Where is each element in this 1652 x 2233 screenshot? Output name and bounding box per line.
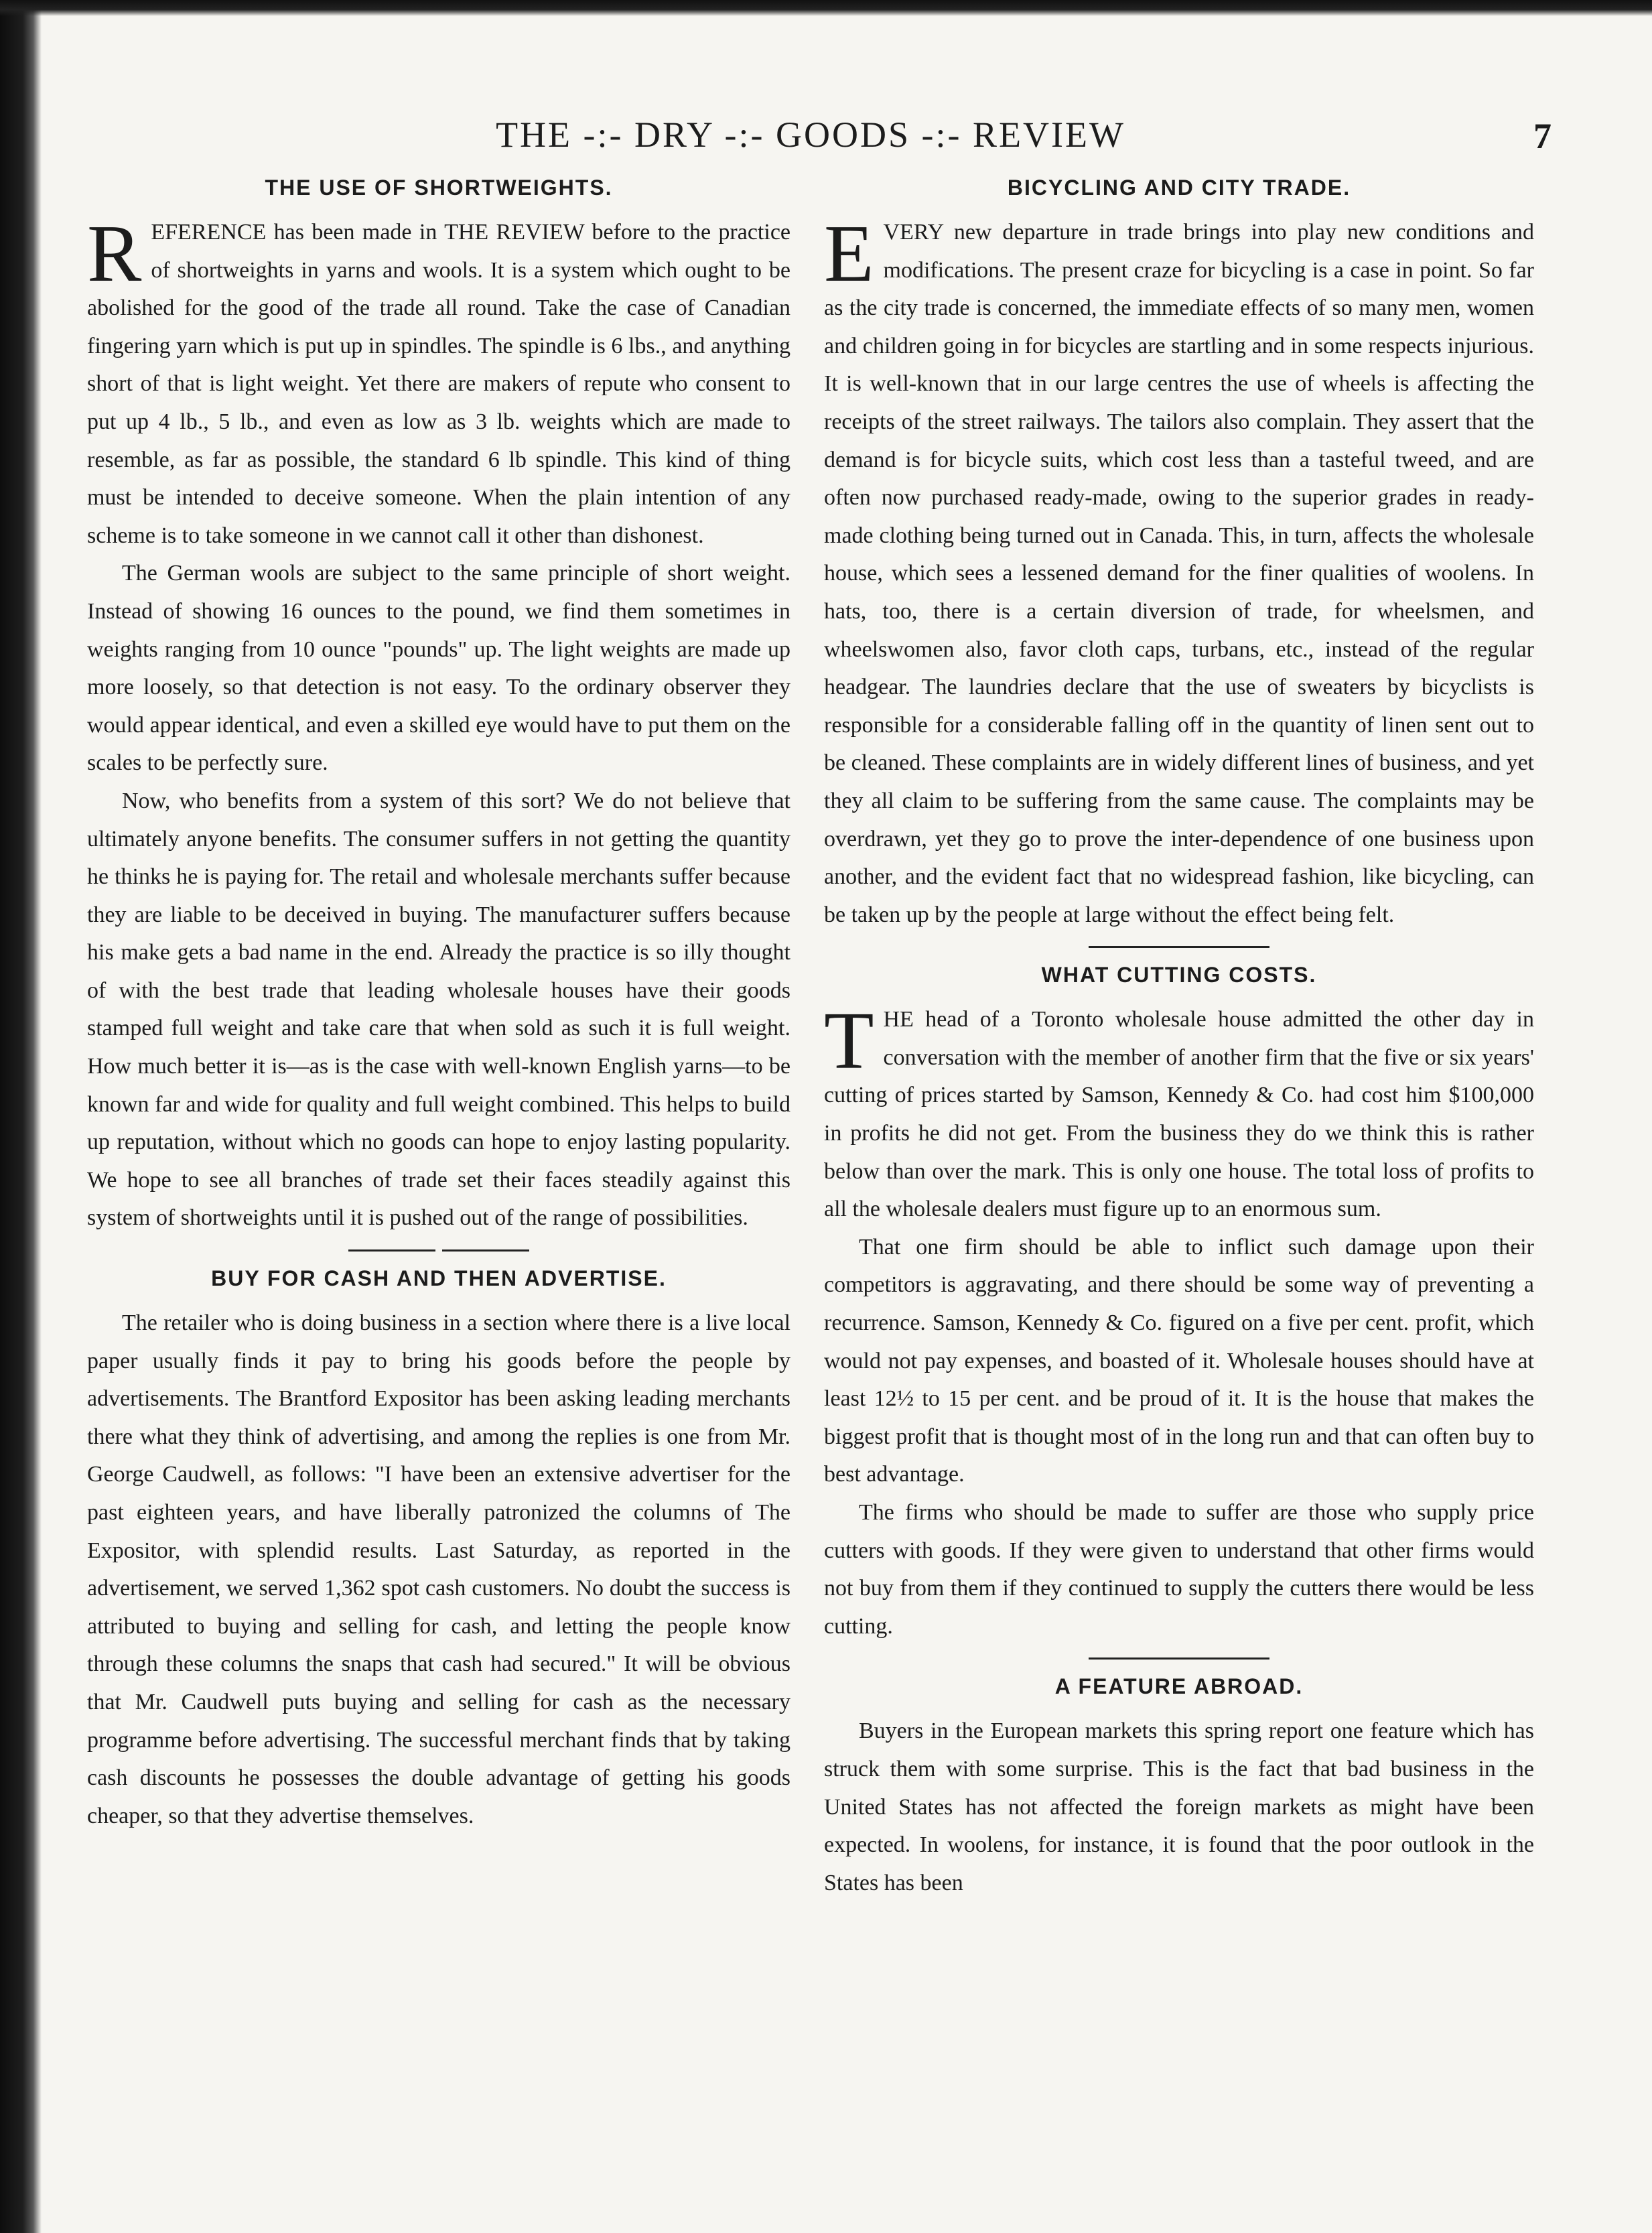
article-feature-abroad: [824, 1674, 1534, 1902]
drop-cap: R: [87, 208, 142, 299]
paragraph-text: EFERENCE has been made in THE REVIEW before to the practice of shortweights in yarns and wools. It is a system which ought to be abolished for the good of the trade all round. Take the case of Canadian fingering yarn which is put up in spindles. The spindle is 6 lbs., and anything short of that is light weight. Yet there are makers of repute who consent to put up 4 lb., 5 lb., and even as low as 3 lb. weights which are made to resemble, as far as possible, the standard 6 lb spindle. This kind of thing must be intended to deceive someone. When the plain intention of any scheme is to take someone in we cannot call it other than dishonest.: [87, 220, 790, 548]
article-title: BUY FOR CASH AND THEN ADVERTISE.: [211, 1266, 667, 1291]
article-title: THE USE OF SHORTWEIGHTS.: [265, 176, 613, 200]
article-title: A FEATURE ABROAD.: [1054, 1674, 1304, 1699]
section-divider: [824, 946, 1534, 948]
drop-cap: E: [824, 208, 874, 299]
article-paragraph: Now, who benefits from a system of this sort? We do not believe that ultimately anyone benefits. The consumer suffers in not getting the quantity he thinks he is paying for. The retail and wholesale merchants suffer because they are liable to be deceived in buying. The manufacturer suffers because his make gets a bad name in the end. Already the practice is so illy thought of with the best trade that leading wholesale houses have their goods stamped full weight and take care that when sold as such it is full weight. How much better it is—as is the case with well-known English yarns—to be known far and wide for quality and full weight combined. This helps to build up reputation, without which no goods can hope to enjoy lasting popularity. We hope to see all branches of trade set their faces steadily against this system of shortweights until it is pushed out of the range of possibilities.: [87, 788, 790, 1231]
article-paragraph: The German wools are subject to the same principle of short weight. Instead of showing 16 ounces to the pound, we find them sometimes in weights ranging from 10 ounce "pounds" up. The light weights are made up more loosely, so that detection is not easy. To the ordinary observer they would appear identical, and even a skilled eye would have to put them on the scales to be perfectly sure.: [87, 561, 790, 776]
article-paragraph: The retailer who is doing business in a section where there is a live local paper usually finds it pay to bring his goods before the people by advertisements. The Brantford Expositor has been asking leading merchants there what they think of advertising, and among the replies is one from Mr. George Caudwell, as follows: "I have been an extensive advertiser for the past eighteen years, and have liberally patronized the columns of The Expositor, with splendid results. Last Saturday, as reported in the advertisement, we served 1,362 spot cash customers. No doubt the success is attributed to buying and selling for cash, and letting the people know through these columns the snaps that cash had secured." It will be obvious that Mr. Caudwell puts buying and selling for cash as the necessary programme before advertising. The successful merchant finds that by taking cash discounts he possesses the double advantage of getting his goods cheaper, so that they advertise themselves.: [87, 1310, 790, 1828]
article-paragraph: [87, 208, 790, 555]
paragraph-text: VERY new departure in trade brings into play new conditions and modifications. The present craze for bicycling is a case in point. So far as the city trade is concerned, the immediate effects of so many men, women and children going in for bicycles are startling and in some respects injurious. It is well-known that in our large centres the use of wheels is affecting the receipts of the street railways. The tailors also complain. They assert that the demand is for bicycle suits, which cost less than a tasteful tweed, and are often now purchased ready-made, owing to the superior grades in ready-made clothing being turned out in Canada. This, in turn, affects the wholesale house, which sees a lessened demand for the finer qualities of woolens. In hats, too, there is a certain diversion of trade, for wheelsmen, and wheelswomen also, favor cloth caps, turbans, etc., instead of the regular headgear. The laundries declare that the use of sweaters by bicyclists is responsible for a considerable falling off in the quantity of linen sent out to be cleaned. These complaints are in widely different lines of business, and yet they all claim to be suffering from the same cause. The complaints may be overdrawn, yet they go to prove the inter-dependence of one business upon another, and the evident fact that no widespread fashion, like bicycling, can be taken up by the people at large without the effect being felt.: [824, 220, 1534, 927]
article-paragraph: [824, 208, 1534, 934]
article-paragraph: That one firm should be able to inflict such damage upon their competitors is aggravating, and there should be some way of preventing a recurrence. Samson, Kennedy & Co. figured on a five per cent. profit, which would not pay expenses, and boasted of it. Wholesale houses should have at least 12½ to 15 per cent. and be proud of it. It is the house that makes the biggest profit that is thought most of in the long run and that can often buy to best advantage.: [824, 1234, 1534, 1487]
page-number: 7: [1533, 116, 1552, 156]
left-column: [87, 176, 790, 1835]
article-paragraph: The firms who should be made to suffer are those who supply price cutters with goods. If they were given to understand that other firms would not buy from them if they continued to supply the cutters there would be less cutting.: [824, 1500, 1534, 1639]
paragraph-text: HE head of a Toronto wholesale house admitted the other day in conversation with the member of another firm that the five or six years' cutting of prices started by Samson, Kennedy & Co. had cost him $100,000 in profits he did not get. From the business they do we think this is rather below than over the mark. This is only one house. The total loss of profits to all the wholesale dealers must figure up to an enormous sum.: [824, 1007, 1534, 1222]
running-title: THE -:- DRY -:- GOODS -:- REVIEW: [496, 115, 1125, 155]
scan-border-left: [0, 0, 42, 2233]
article-title: BICYCLING AND CITY TRADE.: [1007, 176, 1351, 200]
article-shortweights: [87, 176, 790, 1237]
article-paragraph: Buyers in the European markets this spring report one feature which has struck them with some surprise. This is the fact that bad business in the United States has not affected the foreign markets as might have been expected. In woolens, for instance, it is found that the poor outlook in the States has been: [824, 1718, 1534, 1895]
drop-cap: T: [824, 996, 874, 1087]
section-divider: [87, 1249, 790, 1251]
article-cutting-costs: [824, 963, 1534, 1645]
scan-border-top: [0, 0, 1652, 16]
right-column: [824, 176, 1534, 1902]
section-divider: [824, 1657, 1534, 1660]
article-paragraph: [824, 996, 1534, 1229]
article-buy-for-cash: [87, 1266, 790, 1835]
article-title: WHAT CUTTING COSTS.: [1041, 963, 1317, 988]
article-bicycling: [824, 176, 1534, 934]
